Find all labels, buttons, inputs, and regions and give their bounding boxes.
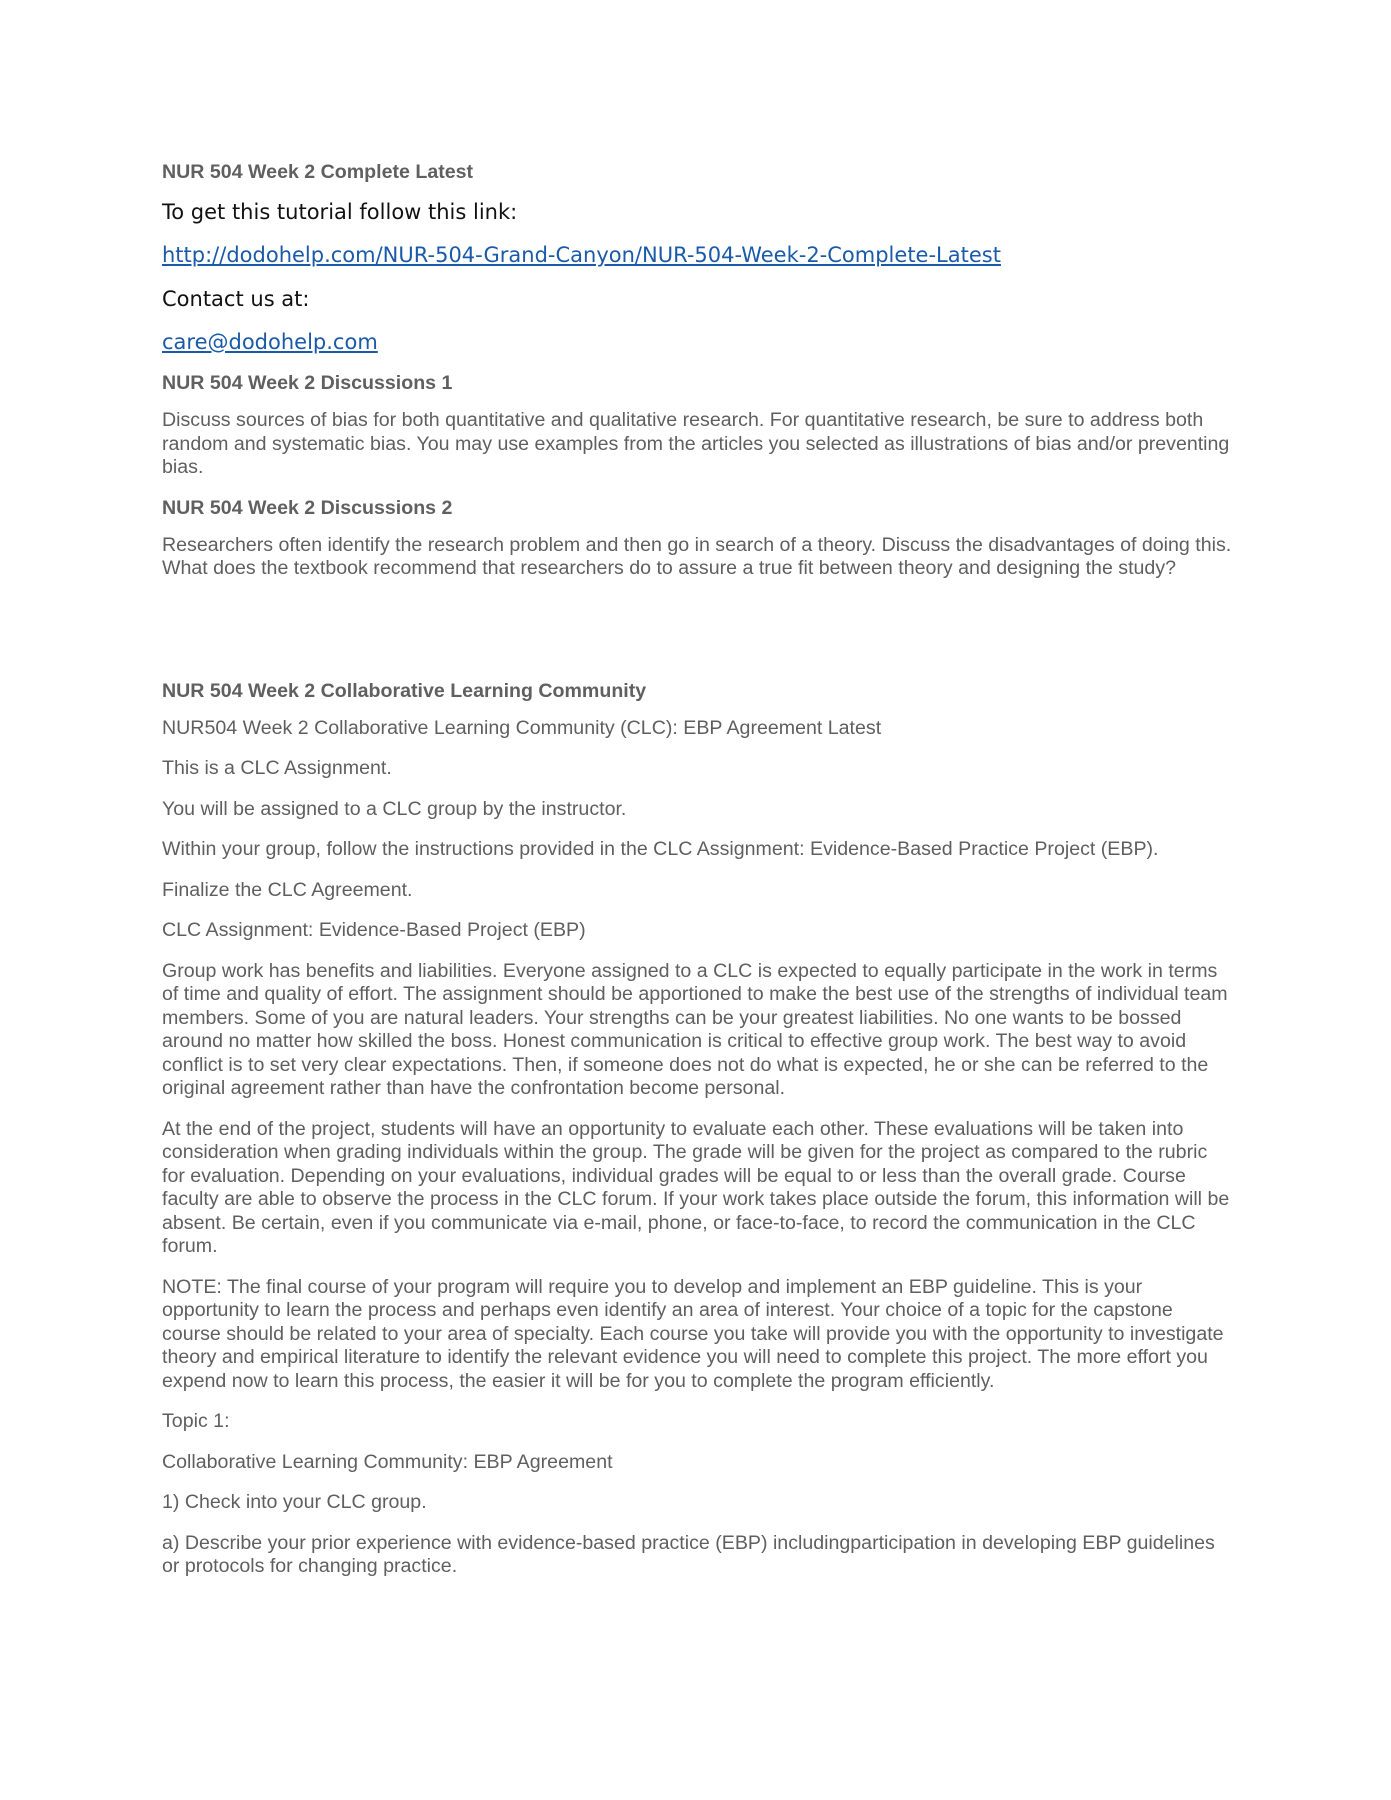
clc-paragraph: Within your group, follow the instructions provided in the CLC Assignment: Evidence-Based Practice Project (EBP). [162,838,1159,860]
document-title: NUR 504 Week 2 Complete Latest [162,161,474,183]
clc-paragraph: At the end of the project, students will have an opportunity to evaluate each other. These evaluations will be taken into consideration when grading individuals within the group. The grade will be given for the project as compared to the rubric for evaluation. Depending on your evaluations, individual grades will be equal to or less than the overall grade. Course faculty are able to observe the process in the CLC forum. If your work takes place outside the forum, this information will be absent. Be certain, even if you communicate via e-mail, phone, or face-to-face, to record the communication in the CLC forum. [162,1117,1230,1257]
clc-paragraph: Collaborative Learning Community: EBP Agreement [162,1450,613,1473]
clc-heading: NUR 504 Week 2 Collaborative Learning Community [162,679,647,702]
discussion-1-body: Discuss sources of bias for both quantitative and qualitative research. For quantitative research, be sure to address both random and systematic bias. You may use examples from the articles you selected as illustrations of bias and/or preventing bias. [162,409,1230,478]
clc-paragraph: NOTE: The final course of your program will require you to develop and implement an EBP guideline. This is your opportunity to learn the process and perhaps even identify an area of interest. Your choice of a topic for the capstone course should be related to your area of specialty. Each course you take will provide you with the opportunity to investigate theory and empirical literature to identify the relevant evidence you will need to complete this project. The more effort you expend now to learn this process, the easier it will be for you to complete the program efficiently. [162,1275,1224,1392]
clc-paragraph: Topic 1: [162,1410,230,1432]
discussion-2-heading: NUR 504 Week 2 Discussions 2 [162,496,453,519]
clc-paragraph: Group work has benefits and liabilities. Everyone assigned to a CLC is expected to equally participate in the work in terms of time and quality of effort. The assignment should be apportioned to make the best use of the strengths of individual team members. Some of you are natural leaders. Your strengths can be your greatest liabilities. No one wants to be bossed around no matter how skilled the boss. Honest communication is critical to effective group work. The best way to avoid conflict is to set very clear expectations. Then, if someone does not do what is expected, he or she can be referred to the original agreement rather than have the confrontation become personal. [162,959,1228,1099]
clc-paragraph: NUR504 Week 2 Collaborative Learning Community (CLC): EBP Agreement Latest [162,716,882,739]
contact-label: Contact us at: [162,287,310,311]
clc-paragraph: 1) Check into your CLC group. [162,1491,427,1513]
contact-email-link[interactable]: care@dodohelp.com [162,330,378,354]
clc-paragraph: You will be assigned to a CLC group by the instructor. [162,797,627,820]
intro-text: To get this tutorial follow this link: [162,200,518,224]
clc-paragraph: This is a CLC Assignment. [162,757,392,779]
tutorial-link[interactable]: http://dodohelp.com/NUR-504-Grand-Canyon/NUR-504-Week-2-Complete-Latest [162,243,1001,267]
clc-paragraph: a) Describe your prior experience with evidence-based practice (EBP) includingparticipation in developing EBP guidelines or protocols for changing practice. [162,1531,1215,1577]
document-body [162,161,1232,1596]
discussion-1-heading: NUR 504 Week 2 Discussions 1 [162,372,453,394]
clc-paragraph: Finalize the CLC Agreement. [162,878,413,901]
spacer [162,598,1232,680]
discussion-2-body: Researchers often identify the research problem and then go in search of a theory. Discuss the disadvantages of doing this. What does the textbook recommend that researchers do to assure a true fit between theory and designing the study? [162,533,1232,579]
clc-paragraph: CLC Assignment: Evidence-Based Project (EBP) [162,919,586,941]
